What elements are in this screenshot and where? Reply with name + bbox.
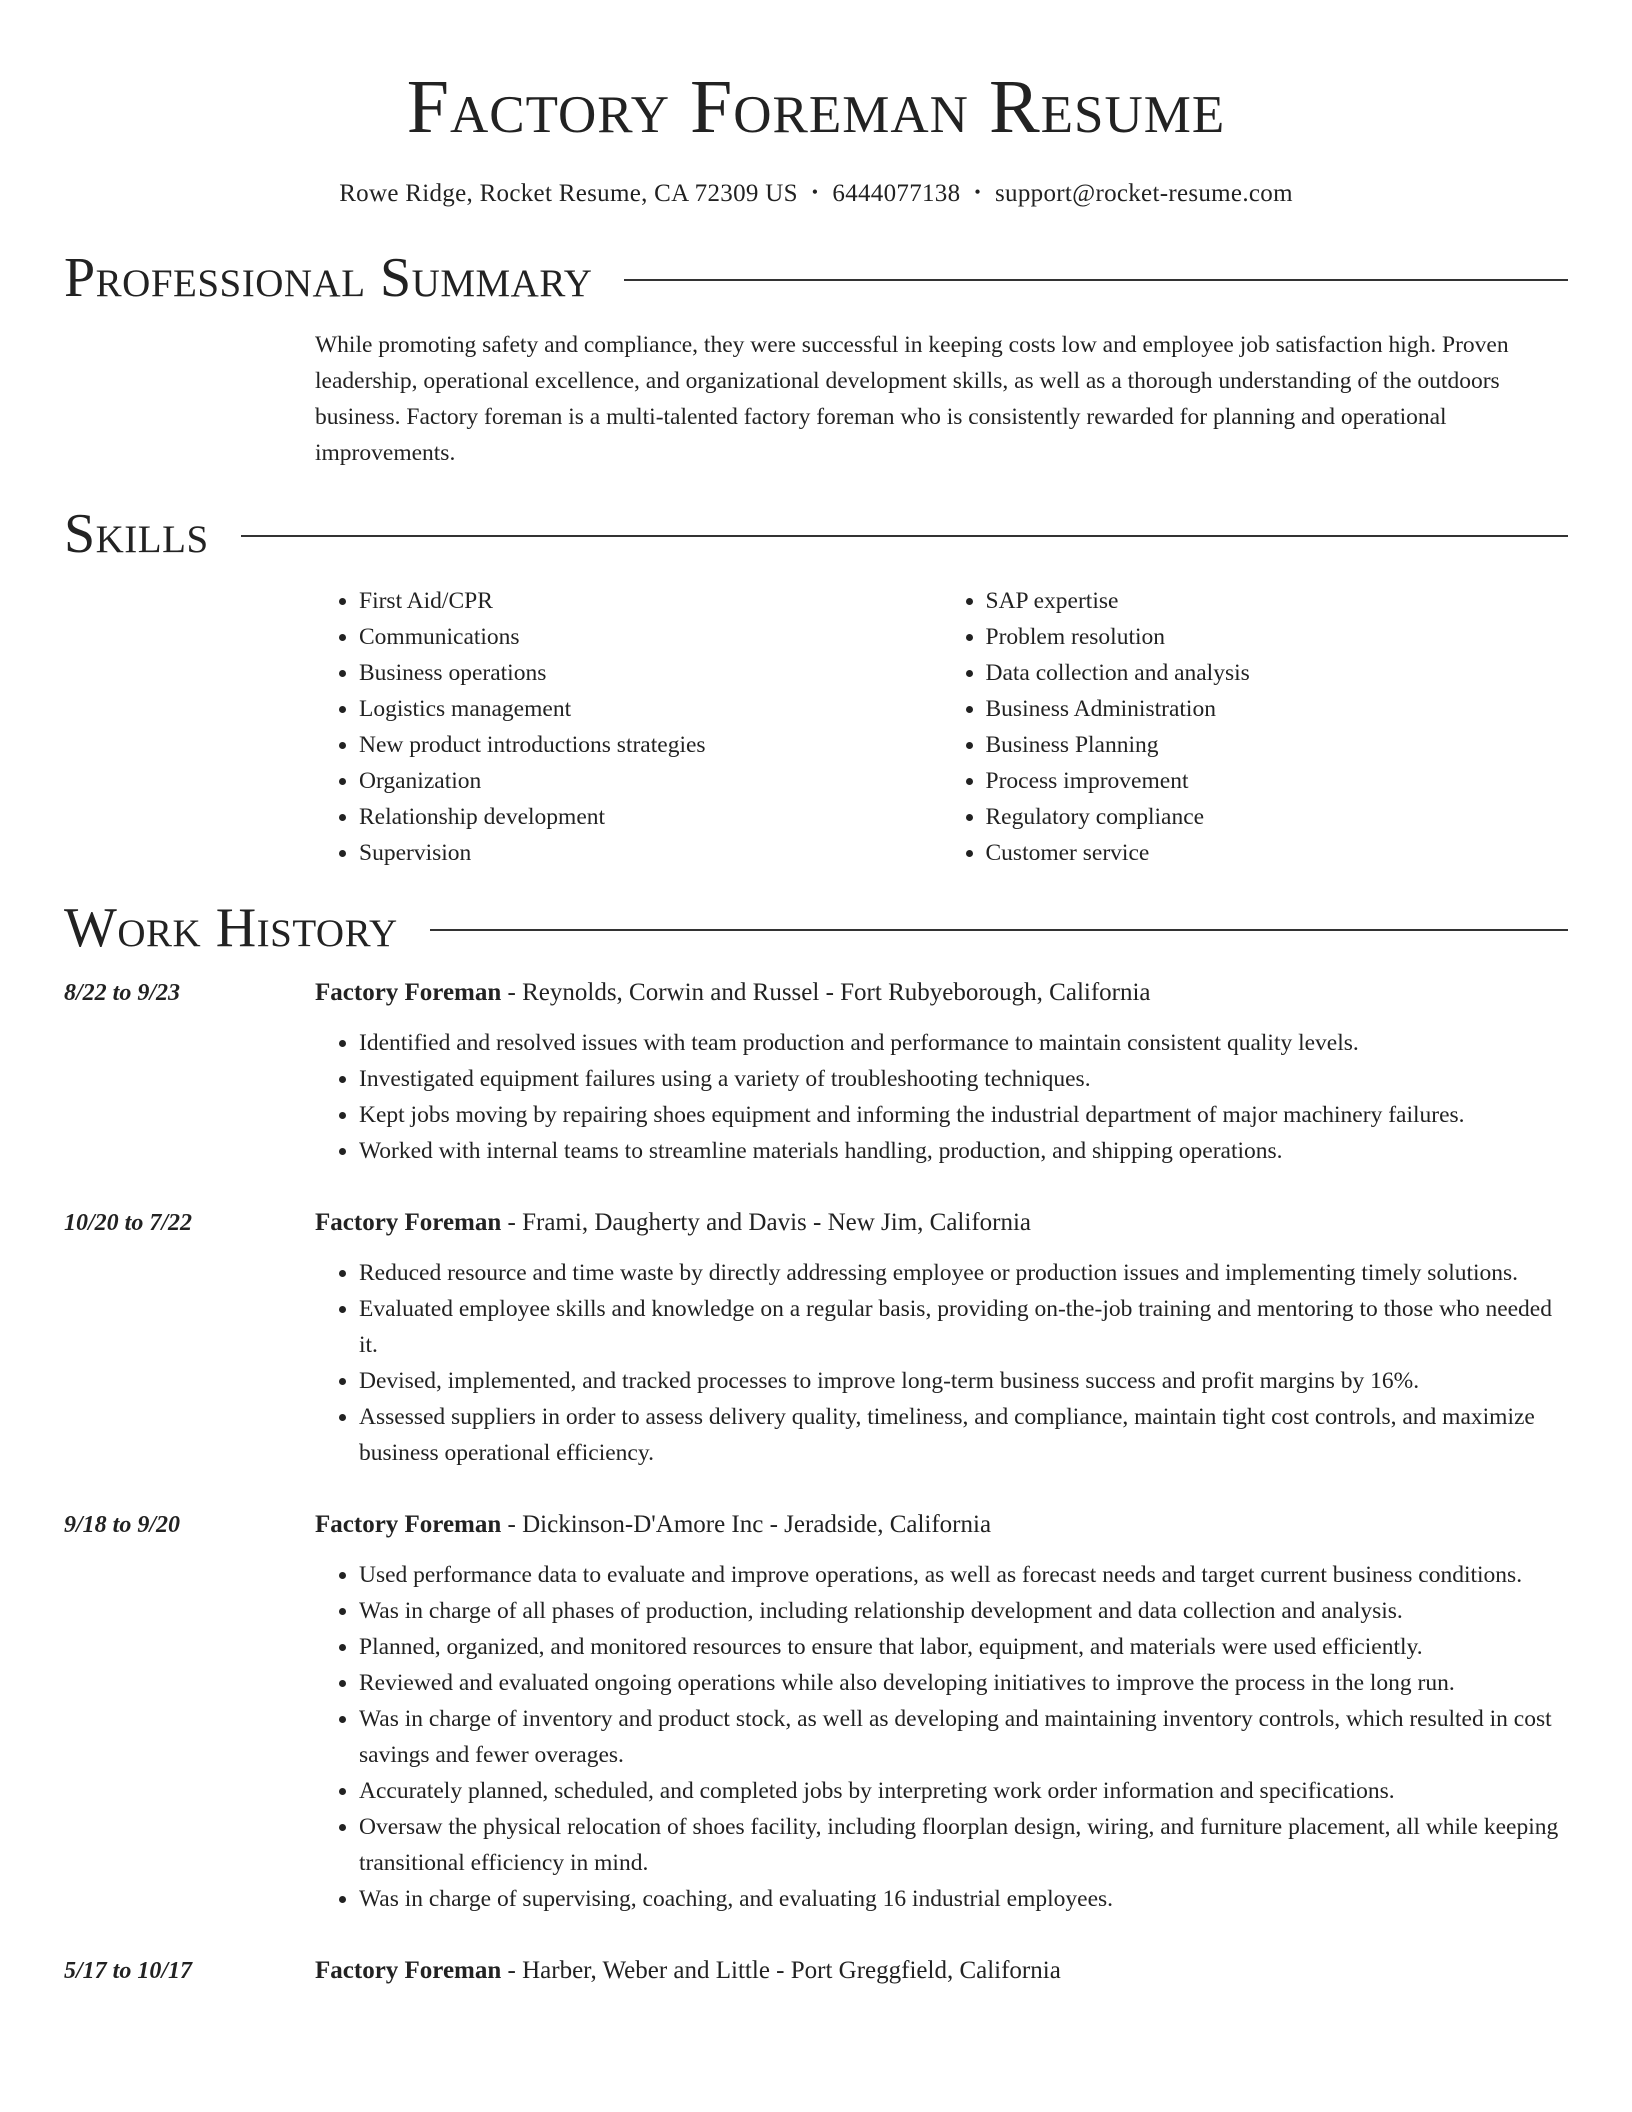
summary-text: While promoting safety and compliance, they were successful in keeping costs low and employee job satisfaction high. Proven leadership, operational excellence, and organizational development skills, as well as a thorough understanding of the outdoors business. Factory foreman is a multi-talented factory foreman who is consistently rewarded for planning and operational improvements. (315, 332, 1509, 466)
job-dates: 8/22 to 9/23 (64, 980, 181, 1006)
work-section-header (64, 899, 1568, 957)
resume-title: Factory Foreman Resume (406, 65, 1226, 149)
contact-address: Rowe Ridge, Rocket Resume, CA 72309 US (339, 180, 798, 207)
skills-column-left (315, 583, 942, 871)
job-bullet: • Assessed suppliers in order to assess delivery quality, timeliness, and compliance, maintain tight cost controls, and maximize business operational efficiency. (359, 1399, 1568, 1471)
skill-item: • Business operations (359, 655, 942, 691)
skill-item: • Problem resolution (986, 619, 1569, 655)
work-section-title: Work History (64, 897, 398, 959)
job-bullet: • Identified and resolved issues with team production and performance to maintain consistent quality levels. (359, 1025, 1568, 1061)
job-dates: 10/20 to 7/22 (64, 1210, 193, 1236)
job-entry (64, 1505, 1568, 1917)
job-employer: - Frami, Daugherty and Davis - New Jim, California (501, 1209, 1032, 1236)
skill-item: • Communications (359, 619, 942, 655)
skill-item: • New product introductions strategies (359, 727, 942, 763)
job-bullet: • Used performance data to evaluate and improve operations, as well as forecast needs and target current business conditions. (359, 1557, 1568, 1593)
skill-item: • Logistics management (359, 691, 942, 727)
skills-column-right (942, 583, 1569, 871)
skill-item: • Relationship development (359, 799, 942, 835)
skill-item: • Customer service (986, 835, 1569, 871)
skill-item: • Supervision (359, 835, 942, 871)
job-details (315, 1505, 1568, 1917)
job-role: Factory Foreman (315, 1209, 502, 1236)
job-bullet: • Was in charge of inventory and product stock, as well as developing and maintaining inventory controls, which resulted in cost savings and fewer overages. (359, 1701, 1568, 1773)
skills-section-title: Skills (64, 503, 209, 565)
job-heading (315, 1203, 1568, 1241)
skill-item: • Organization (359, 763, 942, 799)
job-entry (64, 1951, 1568, 1989)
job-details (315, 973, 1568, 1169)
job-heading (315, 1951, 1568, 1989)
job-bullet: • Was in charge of all phases of production, including relationship development and data collection and analysis. (359, 1593, 1568, 1629)
job-bullet: • Investigated equipment failures using a variety of troubleshooting techniques. (359, 1061, 1568, 1097)
summary-section-header (64, 249, 1568, 307)
job-bullet: • Accurately planned, scheduled, and completed jobs by interpreting work order information and specifications. (359, 1773, 1568, 1809)
job-entry (64, 973, 1568, 1169)
skill-item: • Business Administration (986, 691, 1569, 727)
section-divider (241, 535, 1568, 537)
job-employer: - Dickinson-D'Amore Inc - Jeradside, California (501, 1511, 992, 1538)
job-bullets (315, 1557, 1568, 1917)
job-dates: 9/18 to 9/20 (64, 1512, 181, 1538)
job-bullets (315, 1255, 1568, 1471)
contact-line (64, 178, 1568, 211)
job-bullet: • Oversaw the physical relocation of shoes facility, including floorplan design, wiring, and furniture placement, all while keeping transitional efficiency in mind. (359, 1809, 1568, 1881)
job-bullet: • Reviewed and evaluated ongoing operations while also developing initiatives to improve the process in the long run. (359, 1665, 1568, 1701)
job-employer: - Harber, Weber and Little - Port Greggfield, California (501, 1957, 1061, 1984)
work-history-list (64, 973, 1568, 1989)
job-bullet: • Devised, implemented, and tracked processes to improve long-term business success and profit margins by 16%. (359, 1363, 1568, 1399)
job-entry (64, 1203, 1568, 1471)
job-bullet: • Was in charge of supervising, coaching, and evaluating 16 industrial employees. (359, 1881, 1568, 1917)
skill-item: • Regulatory compliance (986, 799, 1569, 835)
contact-phone: 6444077138 (832, 180, 961, 207)
job-role: Factory Foreman (315, 1511, 502, 1538)
job-heading (315, 1505, 1568, 1543)
job-details (315, 1951, 1568, 1989)
job-role: Factory Foreman (315, 979, 502, 1006)
skill-item: • Data collection and analysis (986, 655, 1569, 691)
job-bullet: • Worked with internal teams to streamline materials handling, production, and shipping operations. (359, 1133, 1568, 1169)
job-dates: 5/17 to 10/17 (64, 1958, 193, 1984)
contact-email[interactable]: support@rocket-resume.com (995, 180, 1293, 207)
job-bullet: • Evaluated employee skills and knowledge on a regular basis, providing on-the-job training and mentoring to those who needed it. (359, 1291, 1568, 1363)
job-details (315, 1203, 1568, 1471)
skill-item: • First Aid/CPR (359, 583, 942, 619)
skill-item: • SAP expertise (986, 583, 1569, 619)
job-role: Factory Foreman (315, 1957, 502, 1984)
resume-page (64, 0, 1568, 1989)
skill-item: • Process improvement (986, 763, 1569, 799)
contact-separator: • (811, 182, 819, 202)
job-bullet: • Reduced resource and time waste by directly addressing employee or production issues and implementing timely solutions. (359, 1255, 1568, 1291)
job-heading (315, 973, 1568, 1011)
skills-list (315, 583, 1568, 871)
skill-item: • Business Planning (986, 727, 1569, 763)
job-employer: - Reynolds, Corwin and Russel - Fort Rubyeborough, California (501, 979, 1151, 1006)
job-bullets (315, 1025, 1568, 1169)
section-divider (430, 929, 1568, 931)
skills-section-header (64, 505, 1568, 563)
contact-separator: • (974, 182, 982, 202)
section-divider (624, 279, 1568, 281)
summary-section-title: Professional Summary (64, 247, 593, 309)
job-bullet: • Planned, organized, and monitored resources to ensure that labor, equipment, and materials were used efficiently. (359, 1629, 1568, 1665)
job-bullet: • Kept jobs moving by repairing shoes equipment and informing the industrial department of major machinery failures. (359, 1097, 1568, 1133)
